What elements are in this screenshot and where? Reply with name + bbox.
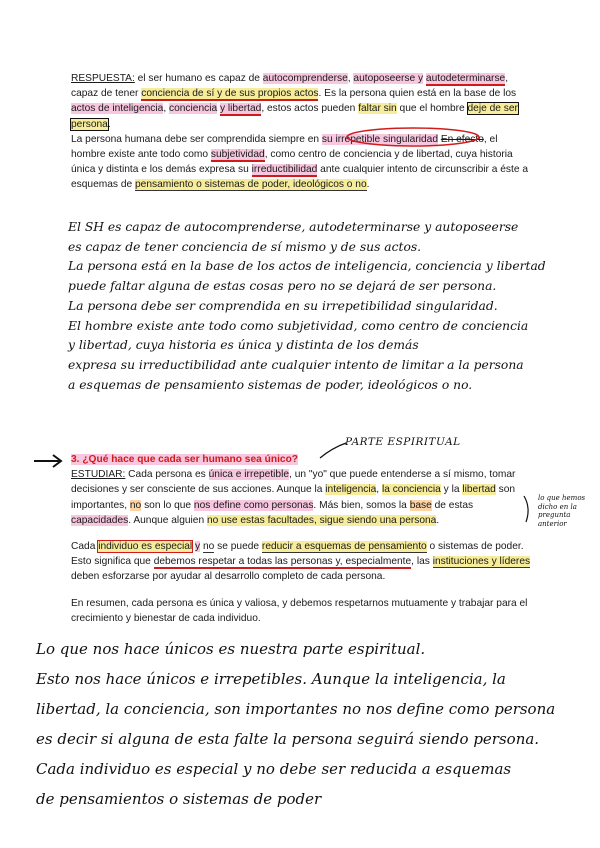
estudiar-label: ESTUDIAR: — [71, 469, 126, 481]
handwritten-line: Esto nos hace únicos e irrepetibles. Aunque la inteligencia, la — [36, 670, 506, 688]
spacer — [71, 585, 533, 596]
handwritten-line: a esquemas de pensamiento sistemas de poder, ideológicos o no. — [68, 377, 473, 392]
study-paragraph-2: Cada individuo es especial y no se puede reducir a esquemas de pensamiento o sistemas de poder. Esto significa que debemos respetar a todas las personas y, especialmente, las instituciones y líderes deben esforzarse por ayudar al desarrollo completo de cada persona. — [71, 541, 531, 583]
handwritten-line: El hombre existe ante todo como subjetividad, como centro de conciencia — [68, 318, 529, 333]
handwritten-line: Cada individuo es especial y no debe ser reducida a esquemas — [36, 760, 512, 778]
answer-paragraph-2: La persona humana debe ser comprendida siempre en su irrepetible singularidad En efecto, el hombre existe ante todo como subjetividad, como centro de conciencia y de libertad, cuya historia única y distinta e los demás expresa su irreductibilidad ante cualquier intento de circunscribir a éste a esquemas de pensamiento o sistemas de poder, ideológicos o no. — [71, 133, 528, 191]
circled-phrase: su irrepetible singularidad — [321, 133, 438, 145]
handwritten-line: expresa su irreductibilidad ante cualquier intento de limitar a la persona — [68, 357, 524, 372]
answer-paragraph-1: RESPUESTA: el ser humano es capaz de autocomprenderse, autoposeerse y autodeterminarse, capaz de tener conciencia de sí y de sus propios actos. Es la persona quien está en la base de los actos de inteligencia, conciencia y libertad, estos actos pueden faltar sin que el hombre deje de ser persona. — [71, 73, 518, 130]
question-heading: 3. ¿Qué hace que cada ser humano sea único? — [71, 454, 299, 465]
handwritten-line: La persona está en la base de los actos de inteligencia, conciencia y libertad — [68, 259, 546, 274]
handwritten-notes-1 — [68, 218, 568, 395]
study-block — [71, 452, 533, 626]
handwritten-line: de pensamientos o sistemas de poder — [36, 790, 322, 808]
spacer — [71, 528, 533, 539]
handwritten-notes-2 — [36, 634, 576, 814]
handwritten-line: El SH es capaz de autocomprenderse, autodeterminarse y autoposeerse — [68, 220, 519, 234]
handwritten-line: libertad, la conciencia, son importantes no nos define como persona — [36, 700, 556, 718]
pointer-arrow-icon — [34, 455, 61, 467]
handwritten-line: y libertad, cuya historia es única y distinta de los demás — [68, 338, 419, 353]
answer-block — [71, 71, 531, 193]
handwritten-line: puede faltar alguna de estas cosas pero no se dejará de ser persona. — [68, 279, 497, 294]
side-note: lo que hemos dicho en la pregunta anterior — [538, 494, 586, 528]
handwritten-line: es decir si alguna de esta falte la persona seguirá siendo persona. — [36, 730, 540, 748]
handwritten-line: es capaz de tener conciencia de sí mismo y de sus actos. — [68, 239, 422, 254]
question-heading-line — [71, 452, 533, 467]
margin-note-parte-espiritual: PARTE ESPIRITUAL — [345, 436, 461, 448]
study-paragraph-1: ESTUDIAR: Cada persona es única e irrepetible, un "yo" que puede entenderse a sí mismo, tomar decisiones y ser consciente de sus acciones. Aunque la inteligencia, la conciencia y la libertad son importantes, no son lo que nos define como personas. Más bien, somos la base de estas capacidades. Aunque alguien no use estas facultades, sigue siendo una persona. — [71, 469, 516, 526]
handwritten-line: Lo que nos hace únicos es nuestra parte espiritual. — [36, 640, 426, 658]
respuesta-label: RESPUESTA: — [71, 73, 135, 84]
handwritten-line: La persona debe ser comprendida en su irrepetibilidad singularidad. — [68, 298, 498, 313]
study-paragraph-3: En resumen, cada persona es única y valiosa, y debemos respetarnos mutuamente y trabajar para el crecimiento y bienestar de cada individuo. — [71, 597, 528, 624]
